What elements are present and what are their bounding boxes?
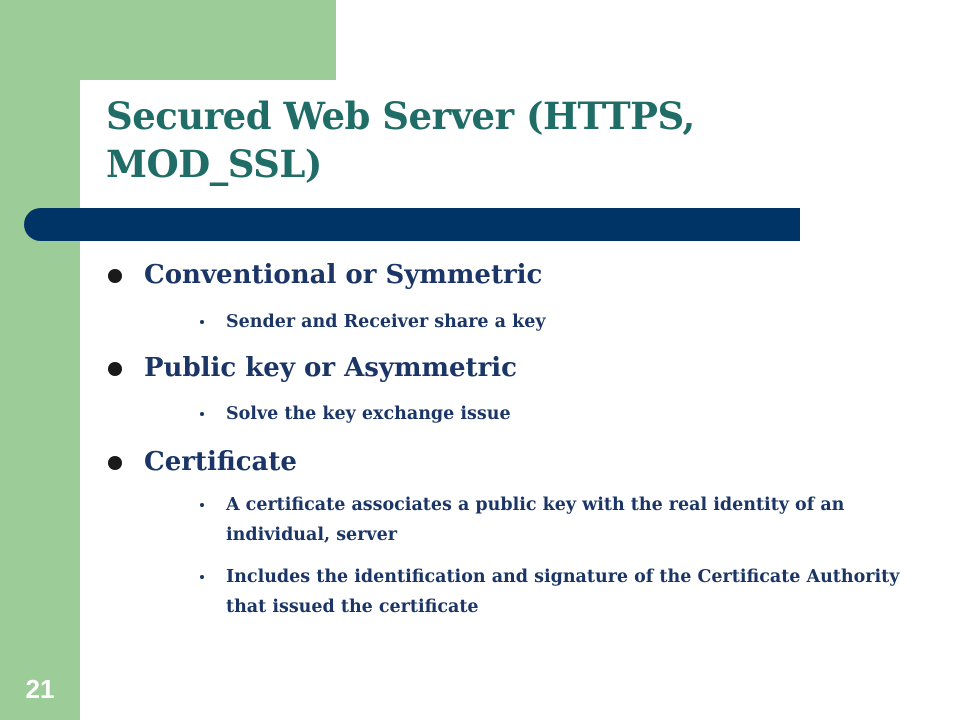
sub-bullet-dot-icon [200, 575, 204, 579]
sub-bullet-dot-icon [200, 320, 204, 324]
slide-number: 21 [25, 674, 55, 704]
bullet-text: Public key or Asymmetric [144, 353, 517, 383]
sub-bullet-item [200, 307, 900, 337]
sub-bullet-text: A certificate associates a public key with the real identity of an individual, server [226, 495, 845, 545]
bullet-dot-icon [108, 362, 122, 376]
bullet-dot-icon [108, 269, 122, 283]
sub-bullet-item [200, 562, 900, 622]
sub-bullet-text: Includes the identification and signature of the Certificate Authority that issued the certificate [226, 567, 900, 617]
slide-title: Secured Web Server (HTTPS, MOD_SSL) [106, 94, 695, 186]
bullet-text: Conventional or Symmetric [144, 260, 543, 290]
sub-bullet-text: Solve the key exchange issue [226, 404, 511, 424]
sub-bullet-text: Sender and Receiver share a key [226, 312, 546, 332]
bullet-text: Certificate [144, 447, 297, 477]
sub-bullet-dot-icon [200, 412, 204, 416]
sub-bullet-item [200, 490, 900, 550]
sub-bullet-dot-icon [200, 503, 204, 507]
bullet-dot-icon [108, 456, 122, 470]
sub-bullet-item [200, 399, 900, 429]
